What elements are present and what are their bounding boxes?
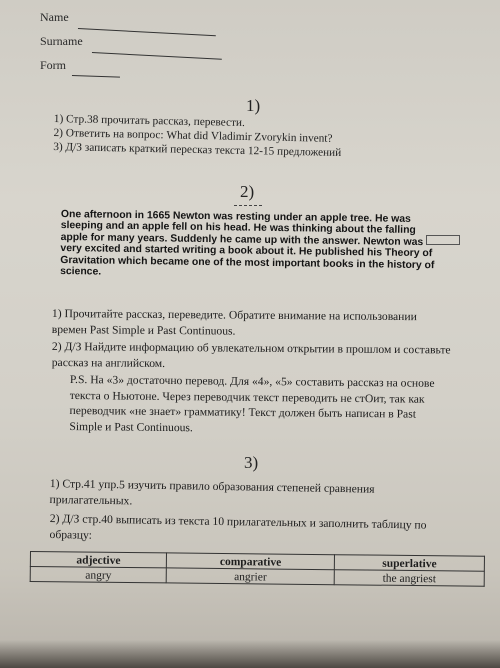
- section-3-number: 3): [244, 453, 259, 472]
- form-label: Form: [40, 58, 67, 72]
- section-1-item: 3) Д/З записать краткий пересказ текста 12-15 предложений: [53, 140, 342, 160]
- surname-line: [92, 52, 222, 60]
- cell-superlative: the angriest: [334, 570, 484, 587]
- section-1-item: 1) Стр.38 прочитать рассказ, перевести.: [53, 112, 245, 129]
- section-1-number: 1): [246, 96, 261, 115]
- blank-box: [426, 235, 460, 245]
- section-2-task-2: 2) Д/З Найдите информацию об увлекательном открытии в прошлом и составьте рассказ на английском.: [51, 339, 451, 370]
- form-line: [72, 75, 120, 78]
- section-3-task-1: 1) Стр.41 упр.5 изучить правило образования степеней сравнения прилагательных.: [49, 476, 375, 507]
- surname-label: Surname: [40, 34, 83, 48]
- cell-adjective: angry: [30, 567, 166, 583]
- header-adjective: adjective: [30, 552, 166, 568]
- header-comparative: comparative: [167, 553, 335, 570]
- pen-mark: [234, 205, 262, 206]
- section-1-item: 2) Ответить на вопрос: What did Vladimir Zvorykin invent?: [53, 126, 333, 145]
- cell-comparative: angrier: [166, 568, 334, 585]
- comparison-table: [30, 551, 485, 587]
- section-2-note: P.S. На «3» достаточно перевод. Для «4», «5» составить рассказ на основе текста о Ньютоне. Через переводчик текст переводить не стОит, так как переводчик «не знает» грамматику! Текст должен быть написан в Past Simple и Past Continuous.: [69, 372, 435, 434]
- section-1-list: [53, 112, 342, 160]
- name-line: [78, 28, 216, 36]
- table-surface-shadow: [0, 640, 500, 668]
- section-2-number: 2): [240, 182, 255, 201]
- header-superlative: superlative: [334, 555, 484, 572]
- newton-story: One afternoon in 1665 Newton was resting under an apple tree. He was sleeping and an apple fell on his head. He was thinking about the falling apple for many years. Suddenly he came up with the answer. Newton was very excited and started writing a book about it. He published his Theory of Gravitation which became one of the most important books in the history of science.: [60, 209, 435, 278]
- section-2-task-1: 1) Прочитайте рассказ, переведите. Обратите внимание на использовании времен Past Simple и Past Continuous.: [51, 306, 417, 338]
- section-3-task-2: 2) Д/З стр.40 выписать из текста 10 прилагательных и заполнить таблицу по образцу:: [49, 511, 427, 542]
- name-label: Name: [40, 10, 69, 24]
